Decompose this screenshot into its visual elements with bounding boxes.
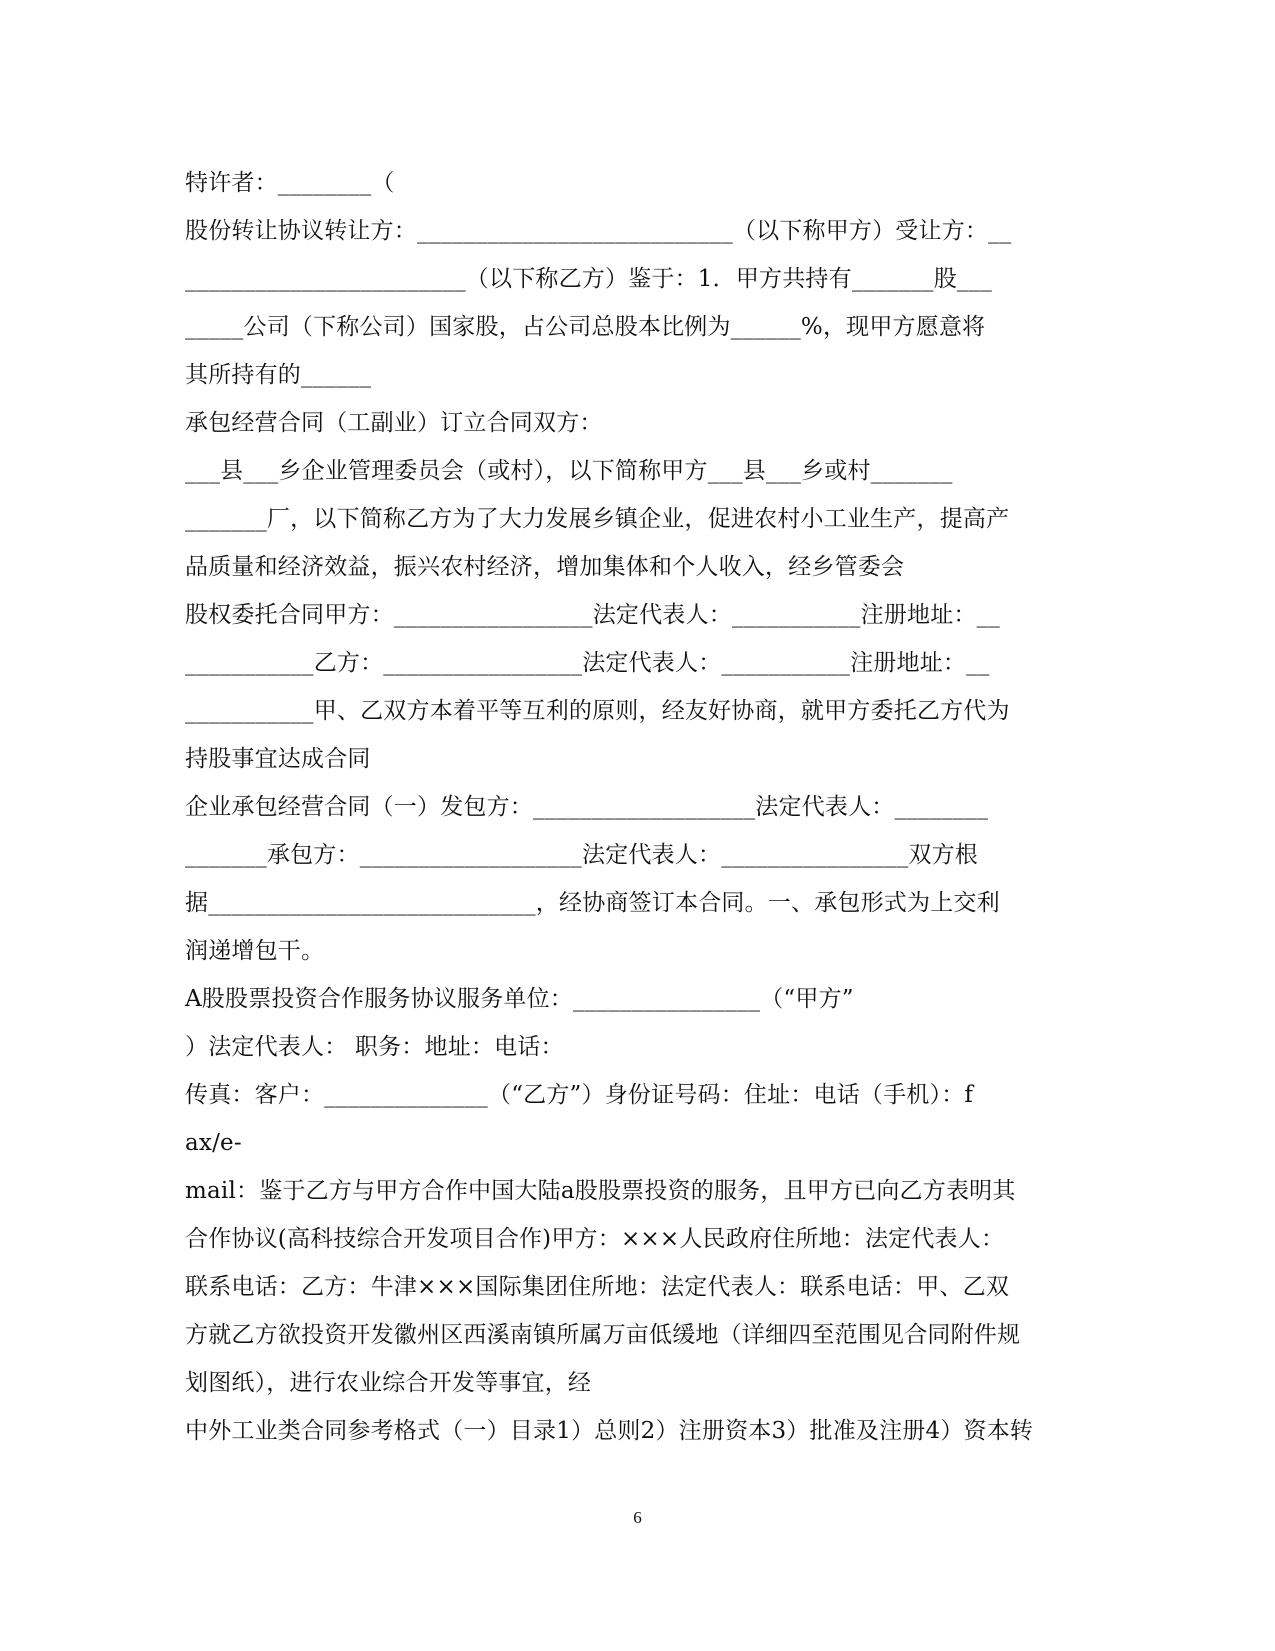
text-line: 传真：客户：______________（“乙方”）身份证号码：住址：电话（手机）：f — [185, 1082, 974, 1108]
text-line: ___________乙方：_________________法定代表人：___________注册地址：__ — [185, 650, 990, 676]
text-line: ___________甲、乙双方本着平等互利的原则，经友好协商，就甲方委托乙方代为 — [185, 698, 1010, 724]
text-line: ）法定代表人： 职务：地址：电话： — [185, 1034, 564, 1060]
text-line: 股权委托合同甲方：_________________法定代表人：___________注册地址：__ — [185, 602, 1000, 628]
text-line: 划图纸），进行农业综合开发等事宜，经 — [185, 1370, 592, 1396]
text-line: 其所持有的______ — [185, 362, 372, 388]
page-number: 6 — [633, 1508, 642, 1527]
text-line: 中外工业类合同参考格式（一）目录1）总则2）注册资本3）批准及注册4）资本转 — [185, 1418, 1034, 1444]
text-line: _______承包方：___________________法定代表人：________________双方根 — [185, 842, 978, 868]
text-line: ___县___乡企业管理委员会（或村），以下简称甲方___县___乡或村_______ — [185, 458, 953, 484]
text-line: 联系电话：乙方：牛津×××国际集团住所地：法定代表人：联系电话：甲、乙双 — [185, 1274, 1010, 1300]
text-line: 特许者：________（ — [185, 170, 395, 196]
text-line: 据____________________________，经协商签订本合同。一、承包形式为上交利 — [185, 890, 1000, 916]
text-line: 企业承包经营合同（一）发包方：___________________法定代表人：________ — [185, 794, 989, 820]
document-body — [185, 159, 1085, 1455]
text-line: 承包经营合同（工副业）订立合同双方： — [185, 410, 603, 436]
text-line: mail：鉴于乙方与甲方合作中国大陆a股股票投资的服务，且甲方已向乙方表明其 — [185, 1178, 1016, 1204]
text-line: 持股事宜达成合同 — [185, 746, 371, 772]
text-line: 方就乙方欲投资开发徽州区西溪南镇所属万亩低缓地（详细四至范围见合同附件规 — [185, 1322, 1021, 1348]
text-line: 润递增包干。 — [185, 938, 325, 964]
text-line: 品质量和经济效益，振兴农村经济，增加集体和个人收入，经乡管委会 — [185, 554, 905, 580]
text-line: _____公司（下称公司）国家股，占公司总股本比例为______%，现甲方愿意将 — [185, 314, 986, 340]
text-line: ________________________（以下称乙方）鉴于：1．甲方共持有_______股___ — [185, 266, 993, 292]
text-line: 合作协议(高科技综合开发项目合作)甲方：×××人民政府住所地：法定代表人： — [185, 1226, 1005, 1252]
text-line: 股份转让协议转让方：___________________________（以下称甲方）受让方：__ — [185, 218, 1012, 244]
text-line: ax/e- — [185, 1130, 242, 1156]
text-line: _______厂，以下简称乙方为了大力发展乡镇企业，促进农村小工业生产，提高产 — [185, 506, 1010, 532]
text-line: A股股票投资合作服务协议服务单位：________________（“甲方” — [185, 986, 854, 1012]
